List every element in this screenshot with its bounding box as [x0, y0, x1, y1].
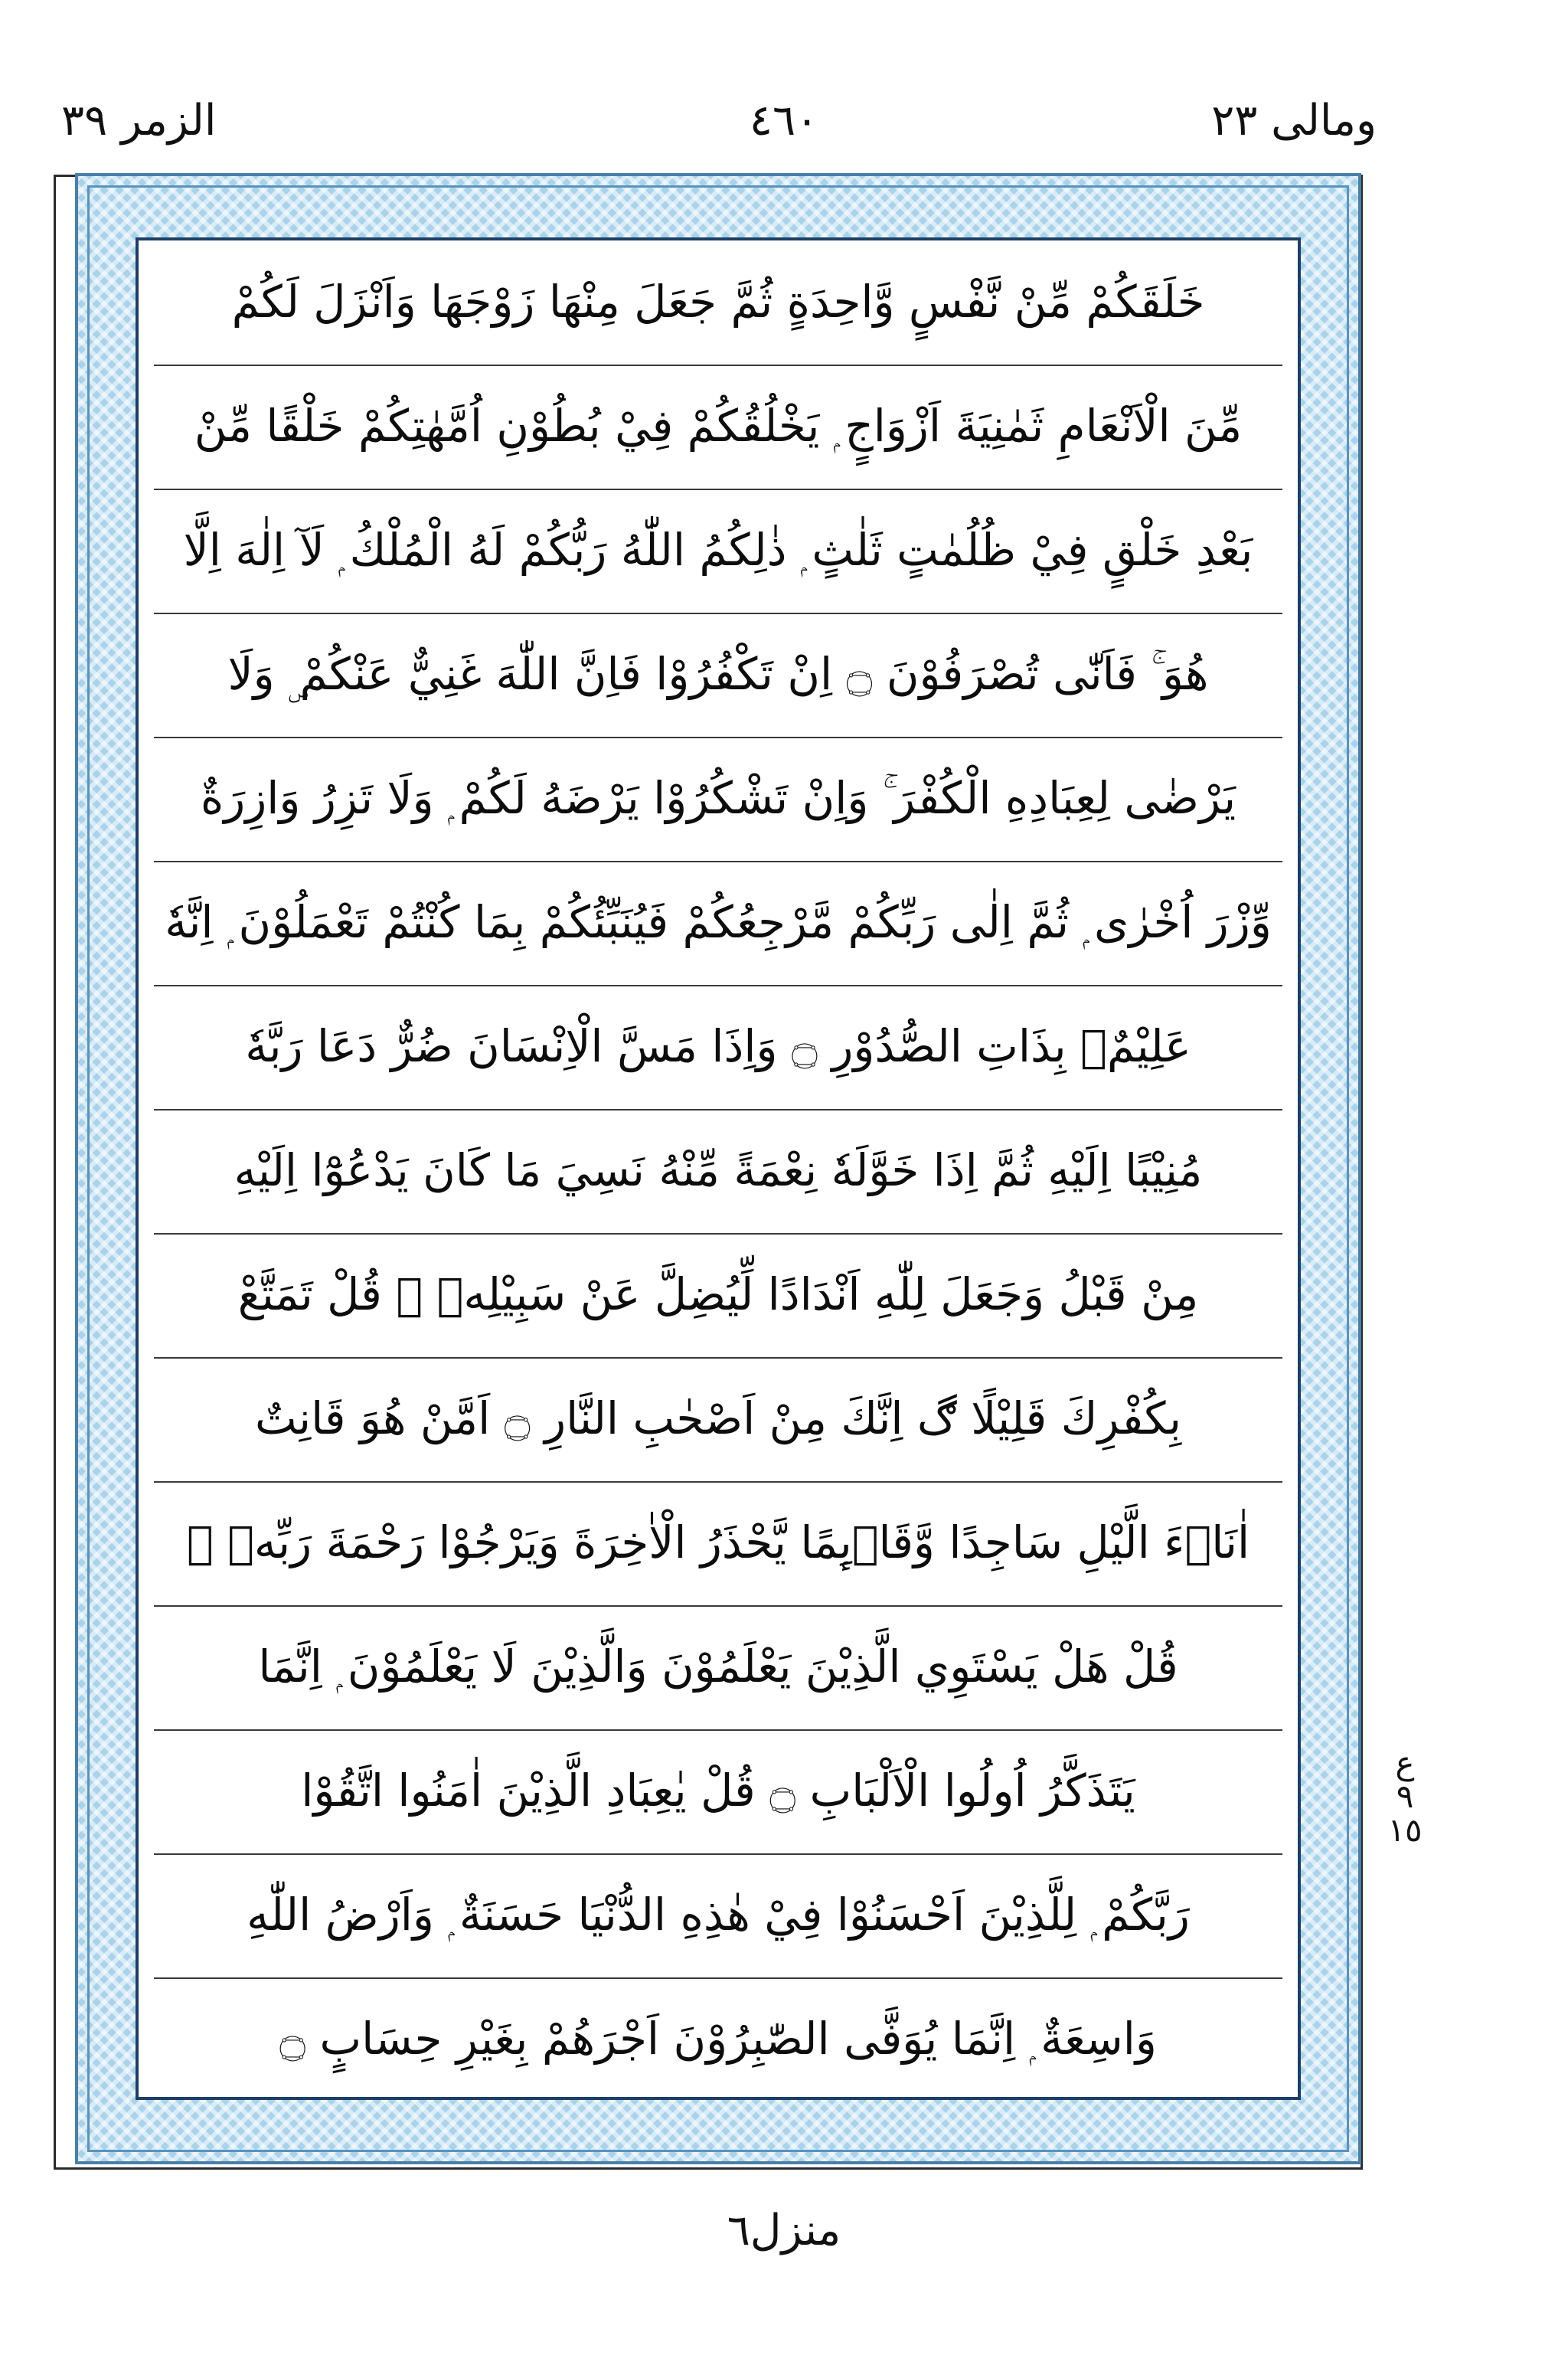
page-number: ٤٦٠ [749, 96, 819, 146]
verse-line: بَعْدِ خَلْقٍ فِيْ ظُلُمٰتٍ ثَلٰثٍ ۭ ذٰلِكُمُ اللّٰهُ رَبُّكُمْ لَهُ الْمُلْكُ ۭ لَآ اِلٰهَ اِلَّا [183, 524, 1253, 577]
verse-line: مِنْ قَبْلُ وَجَعَلَ لِلّٰهِ اَنْدَادًا لِّيُضِلَّ عَنْ سَبِيْلِهٖ ۭ قُلْ تَمَتَّعْ [237, 1268, 1199, 1321]
verse-line: يَرْضٰى لِعِبَادِهِ الْكُفْرَ ۚ وَاِنْ تَشْكُرُوْا يَرْضَهُ لَكُمْ ۭ وَلَا تَزِرُ وَازِرَةٌ [200, 772, 1236, 825]
verse-line: اٰنَاۗءَ الَّيْلِ سَاجِدًا وَّقَاۗىِٕمًا يَّحْذَرُ الْاٰخِرَةَ وَيَرْجُوْا رَحْمَةَ رَبِّهٖ ۭ [186, 1516, 1250, 1569]
ruku-marker-top: ع [1395, 1744, 1415, 1781]
text-panel [136, 237, 1301, 2100]
surah-name-header: الزمر ٣٩ [61, 96, 217, 146]
verse-line: بِكُفْرِكَ قَلِيْلًا ڰ اِنَّكَ مِنْ اَصْحٰبِ النَّارِ ۝ اَمَّنْ هُوَ قَانِتٌ [254, 1392, 1182, 1445]
ruku-marker-middle: ٩ [1396, 1778, 1414, 1816]
ornamental-border [75, 173, 1361, 2164]
ruku-marker-bottom: ١٥ [1387, 1811, 1423, 1850]
para-name-header: ومالی ٢٣ [1211, 96, 1377, 146]
verse-line: مُنِيْبًا اِلَيْهِ ثُمَّ اِذَا خَوَّلَهٗ نِعْمَةً مِّنْهُ نَسِيَ مَا كَانَ يَدْعُوْٓا اِلَيْهِ [234, 1144, 1203, 1197]
verse-line: وِّزْرَ اُخْرٰى ۭ ثُمَّ اِلٰى رَبِّكُمْ مَّرْجِعُكُمْ فَيُنَبِّئُكُمْ بِمَا كُنْتُمْ تَعْمَلُوْنَ ۭ اِنَّهٗ [165, 896, 1272, 949]
verse-line: خَلَقَكُمْ مِّنْ نَّفْسٍ وَّاحِدَةٍ ثُمَّ جَعَلَ مِنْهَا زَوْجَهَا وَاَنْزَلَ لَكُمْ [231, 276, 1205, 329]
ruku-marker [1378, 1744, 1432, 1850]
verse-line: هُوَ ۚ فَاَنّٰى تُصْرَفُوْنَ ۝ اِنْ تَكْفُرُوْا فَاِنَّ اللّٰهَ غَنِيٌّ عَنْكُمْ ۣ وَلَا [227, 648, 1209, 701]
verse-line: قُلْ هَلْ يَسْتَوِي الَّذِيْنَ يَعْلَمُوْنَ وَالَّذِيْنَ لَا يَعْلَمُوْنَ ۭ اِنَّمَا [258, 1640, 1178, 1693]
verse-line: وَاسِعَةٌ ۭ اِنَّمَا يُوَفَّى الصّٰبِرُوْنَ اَجْرَهُمْ بِغَيْرِ حِسَابٍ ۝ [279, 2013, 1157, 2066]
verse-line: مِّنَ الْاَنْعَامِ ثَمٰنِيَةَ اَزْوَاجٍ ۭ يَخْلُقُكُمْ فِيْ بُطُوْنِ اُمَّهٰتِكُمْ خَلْقًا مِّنْ [194, 400, 1243, 453]
verse-line: يَتَذَكَّرُ اُولُوا الْاَلْبَابِ ۝ قُلْ يٰعِبَادِ الَّذِيْنَ اٰمَنُوا اتَّقُوْا [301, 1765, 1135, 1817]
verse-line: رَبَّكُمْ ۭ لِلَّذِيْنَ اَحْسَنُوْا فِيْ هٰذِهِ الدُّنْيَا حَسَنَةٌ ۭ وَاَرْضُ اللّٰهِ [247, 1889, 1190, 1941]
verse-line: عَلِيْمٌۢ بِذَاتِ الصُّدُوْرِ ۝ وَاِذَا مَسَّ الْاِنْسَانَ ضُرٌّ دَعَا رَبَّهٗ [245, 1020, 1191, 1073]
manzil-footer: منزل٦ [727, 2206, 841, 2255]
